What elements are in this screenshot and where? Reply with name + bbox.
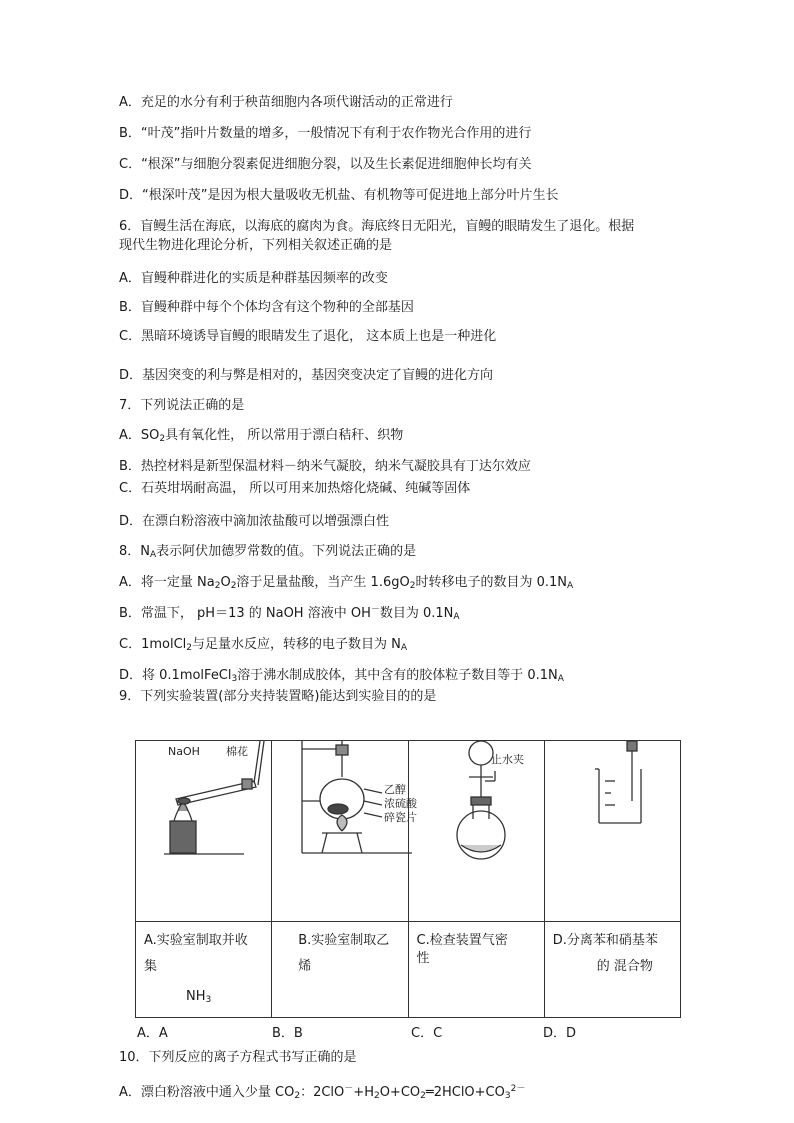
caption-c: C.检查装置气密 性 [416, 933, 508, 966]
caption-a-cell [136, 922, 272, 1018]
q9-stem: 9．下列实验装置(部分夹持装置略)能达到实验目的的是 [119, 689, 437, 704]
apparatus-b-drawing [272, 741, 420, 917]
apparatus-c-drawing [409, 741, 535, 917]
q7-option-d: D．在漂白粉溶液中滴加浓盐酸可以增强漂白性 [119, 514, 390, 529]
q7-option-b: B．热控材料是新型保温材料－纳米气凝胶，纳米气凝胶具有丁达尔效应 [119, 459, 531, 474]
apparatus-d-drawing [545, 741, 680, 917]
q6-option-d: D．基因突变的利与弊是相对的，基因突变决定了盲鳗的进化方向 [119, 368, 494, 383]
caption-d-cell [544, 922, 680, 1018]
label-naoh: NaOH [168, 745, 200, 758]
q8-option-b: B．常温下， pH＝13 的 NaOH 溶液中 OH－数目为 $0.1N_A$ [119, 605, 460, 622]
apparatus-a-drawing [136, 741, 271, 917]
q9-choice-c: C．C [411, 1026, 443, 1041]
apparatus-a-cell [136, 741, 272, 922]
q6-stem-line2: 现代生物进化理论分析，下列相关叙述正确的是 [119, 238, 393, 253]
q8-option-c: C．1molCl$_2$与足量水反应，转移的电子数目为 $N_A$ [119, 637, 408, 653]
q6-option-c: C．黑暗环境诱导盲鳗的眼睛发生了退化， 这本质上也是一种进化 [119, 329, 497, 344]
q7-option-a: A．$SO_2$具有氧化性， 所以常用于漂白秸秆、织物 [119, 428, 404, 444]
caption-b-cell [272, 922, 408, 1018]
caption-a: A.实验室制取并收 集 $NH_3$ [144, 933, 248, 1005]
q5-option-c: C．“根深”与细胞分裂素促进细胞分裂，以及生长素促进细胞伸长均有关 [119, 157, 532, 172]
q5-option-a: A．充足的水分有利于秧苗细胞内各项代谢活动的正常进行 [119, 95, 453, 110]
q9-choice-a: A．A [137, 1026, 168, 1041]
q9-choice-b: B．B [272, 1026, 303, 1041]
q10-stem: 10．下列反应的离子方程式书写正确的是 [119, 1050, 357, 1065]
q5-option-b: B．“叶茂”指叶片数量的增多，一般情况下有利于农作物光合作用的进行 [119, 126, 532, 141]
caption-d: D.分离苯和硝基苯 的 混合物 [552, 933, 658, 974]
q8-option-a: A．将一定量 $Na_2O_2$溶于足量盐酸，当产生 $1.6gO_2$时转移电子的数目为 $0.1N_A$ [119, 575, 574, 591]
q9-choice-d: D．D [543, 1026, 577, 1041]
q8-stem: 8．$N_A$表示阿伏加德罗常数的值。下列说法正确的是 [119, 544, 417, 560]
q6-option-a: A．盲鳗种群进化的实质是种群基因频率的改变 [119, 271, 388, 286]
q6-stem-line1: 6．盲鳗生活在海底，以海底的腐肉为食。海底终日无阳光，盲鳗的眼睛发生了退化。根据 [119, 219, 635, 234]
q6-option-b: B．盲鳗种群中每个个体均含有这个物种的全部基因 [119, 300, 414, 315]
q10-option-a: A．漂白粉溶液中通入少量 $CO_2$：$2ClO^-+H_2O+CO_2═2HClO+CO_3^{2-}$ [119, 1084, 526, 1101]
label-ethanol: 乙醇 [384, 783, 407, 796]
q8-option-d: D．将 0.1molFeCl$_3$溶于沸水制成胶体，其中含有的胶体粒子数目等于 $0.1N_A$ [119, 668, 564, 684]
label-acid: 浓硫酸 [384, 797, 418, 810]
apparatus-b-cell [272, 741, 418, 922]
apparatus-c-cell [408, 741, 544, 922]
q7-stem: 7．下列说法正确的是 [119, 398, 245, 413]
label-cotton: 棉花 [226, 745, 248, 758]
label-clamp: 止水夹 [490, 753, 524, 766]
q7-option-c: C．石英坩埚耐高温， 所以可用来加热熔化烧碱、纯碱等固体 [119, 481, 471, 496]
caption-c-cell [408, 922, 544, 1018]
apparatus-d-cell [544, 741, 680, 922]
label-chips: 碎瓷片 [384, 811, 418, 824]
caption-b: B.实验室制取乙烯 [298, 933, 390, 974]
apparatus-table [135, 740, 681, 1018]
q5-option-d: D．“根深叶茂”是因为根大量吸收无机盐、有机物等可促进地上部分叶片生长 [119, 188, 559, 203]
